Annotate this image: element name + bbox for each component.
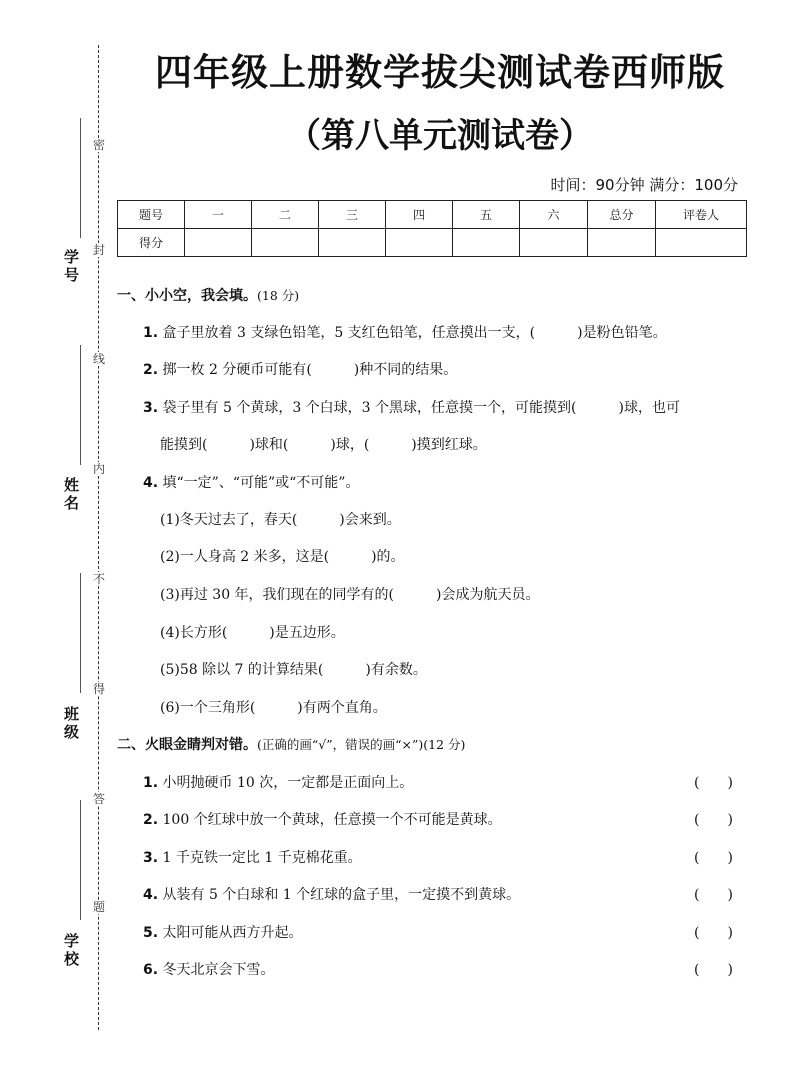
sub-question: (3)再过 30 年，我们现在的同学有的( )会成为航天员。 — [160, 587, 540, 603]
seal-char: 得 — [92, 682, 105, 696]
score-cell[interactable] — [588, 229, 656, 257]
sub-question: (2)一人身高 2 米多，这是( )的。 — [160, 549, 405, 565]
question-number: 2. — [143, 362, 159, 378]
name-label: 姓名 — [64, 476, 80, 512]
question-text: 1 千克铁一定比 1 千克棉花重。 — [162, 850, 362, 866]
section2-heading — [117, 734, 465, 754]
sub-question: (1)冬天过去了，春天( )会来到。 — [160, 512, 401, 528]
score-cell[interactable] — [520, 229, 588, 257]
student-id-label: 学号 — [64, 248, 80, 284]
judge-item — [143, 772, 413, 792]
answer-parentheses[interactable]: ( ) — [694, 887, 733, 903]
judge-item — [143, 959, 275, 979]
question-1-4 — [143, 472, 359, 492]
score-table-header-row — [118, 201, 747, 229]
question-text: 填“一定”、“可能”或“不可能”。 — [162, 475, 360, 491]
answer-parentheses[interactable]: ( ) — [694, 812, 733, 828]
sub-question: (6)一个三角形( )有两个直角。 — [160, 700, 387, 716]
question-1-2 — [143, 359, 457, 379]
score-cell[interactable] — [319, 229, 386, 257]
score-cell[interactable] — [656, 229, 747, 257]
question-number: 3. — [143, 400, 159, 416]
question-1-3 — [143, 397, 680, 417]
judge-item — [143, 809, 502, 829]
class-line[interactable] — [80, 573, 81, 693]
question-number: 4. — [143, 887, 159, 903]
sub-question: (4)长方形( )是五边形。 — [160, 625, 345, 641]
score-header-cell: 一 — [185, 201, 252, 229]
question-text: 太阳可能从西方升起。 — [162, 925, 303, 941]
seal-char: 线 — [92, 352, 105, 366]
score-cell[interactable] — [185, 229, 252, 257]
seal-char: 题 — [92, 900, 105, 914]
score-cell[interactable] — [386, 229, 453, 257]
question-number: 6. — [143, 962, 159, 978]
question-text: 盒子里放着 3 支绿色铅笔，5 支红色铅笔，任意摸出一支，( )是粉色铅笔。 — [162, 325, 667, 341]
question-number: 1. — [143, 325, 159, 341]
seal-char: 内 — [92, 462, 105, 476]
judge-item — [143, 847, 362, 867]
question-number: 2. — [143, 812, 159, 828]
question-text: 冬天北京会下雪。 — [162, 962, 275, 978]
score-table-score-row — [118, 229, 747, 257]
page-title: 四年级上册数学拔尖测试卷西师版 — [155, 51, 725, 94]
class-label: 班级 — [64, 705, 80, 741]
judge-item — [143, 922, 303, 942]
score-header-cell: 三 — [319, 201, 386, 229]
seal-char: 不 — [92, 572, 105, 586]
question-number: 5. — [143, 925, 159, 941]
section1-points: (18 分) — [257, 288, 300, 303]
answer-parentheses[interactable]: ( ) — [694, 925, 733, 941]
question-1-3-continued: 能摸到( )球和( )球，( )摸到红球。 — [160, 437, 487, 453]
sub-question: (5)58 除以 7 的计算结果( )有余数。 — [160, 662, 427, 678]
school-label: 学校 — [64, 932, 80, 968]
question-text: 袋子里有 5 个黄球，3 个白球，3 个黑球，任意摸一个，可能摸到( )球，也可 — [162, 400, 680, 416]
answer-parentheses[interactable]: ( ) — [694, 962, 733, 978]
score-header-cell: 总分 — [588, 201, 656, 229]
score-header-cell: 题号 — [118, 201, 185, 229]
section2-note: (正确的画“√”，错误的画“×”)(12 分) — [257, 737, 466, 752]
school-line[interactable] — [80, 800, 81, 920]
answer-parentheses[interactable]: ( ) — [694, 775, 733, 791]
question-1-1 — [143, 322, 667, 342]
score-row-label: 得分 — [118, 229, 185, 257]
question-number: 1. — [143, 775, 159, 791]
answer-parentheses[interactable]: ( ) — [694, 850, 733, 866]
question-text: 掷一枚 2 分硬币可能有( )种不同的结果。 — [162, 362, 458, 378]
score-table — [117, 200, 747, 257]
section1-heading — [117, 285, 299, 305]
section1-title: 一、小小空，我会填。 — [117, 288, 257, 304]
question-number: 4. — [143, 475, 159, 491]
seal-char: 答 — [92, 792, 105, 806]
seal-char: 封 — [92, 243, 105, 257]
binding-dashed-line — [98, 45, 99, 1030]
student-id-line[interactable] — [80, 118, 81, 238]
score-header-cell: 四 — [386, 201, 453, 229]
judge-item — [143, 884, 520, 904]
score-cell[interactable] — [453, 229, 520, 257]
score-header-cell: 评卷人 — [656, 201, 747, 229]
score-cell[interactable] — [252, 229, 319, 257]
score-header-cell: 五 — [453, 201, 520, 229]
score-header-cell: 二 — [252, 201, 319, 229]
name-line[interactable] — [80, 345, 81, 465]
question-number: 3. — [143, 850, 159, 866]
page-subtitle: （第八单元测试卷） — [287, 116, 593, 156]
section2-title: 二、火眼金睛判对错。 — [117, 737, 257, 753]
question-text: 从装有 5 个白球和 1 个红球的盒子里，一定摸不到黄球。 — [162, 887, 521, 903]
time-info: 时间：90分钟 满分：100分 — [550, 176, 738, 194]
question-text: 小明抛硬币 10 次，一定都是正面向上。 — [162, 775, 414, 791]
question-text: 100 个红球中放一个黄球，任意摸一个不可能是黄球。 — [162, 812, 502, 828]
score-header-cell: 六 — [520, 201, 588, 229]
seal-char: 密 — [92, 138, 105, 152]
